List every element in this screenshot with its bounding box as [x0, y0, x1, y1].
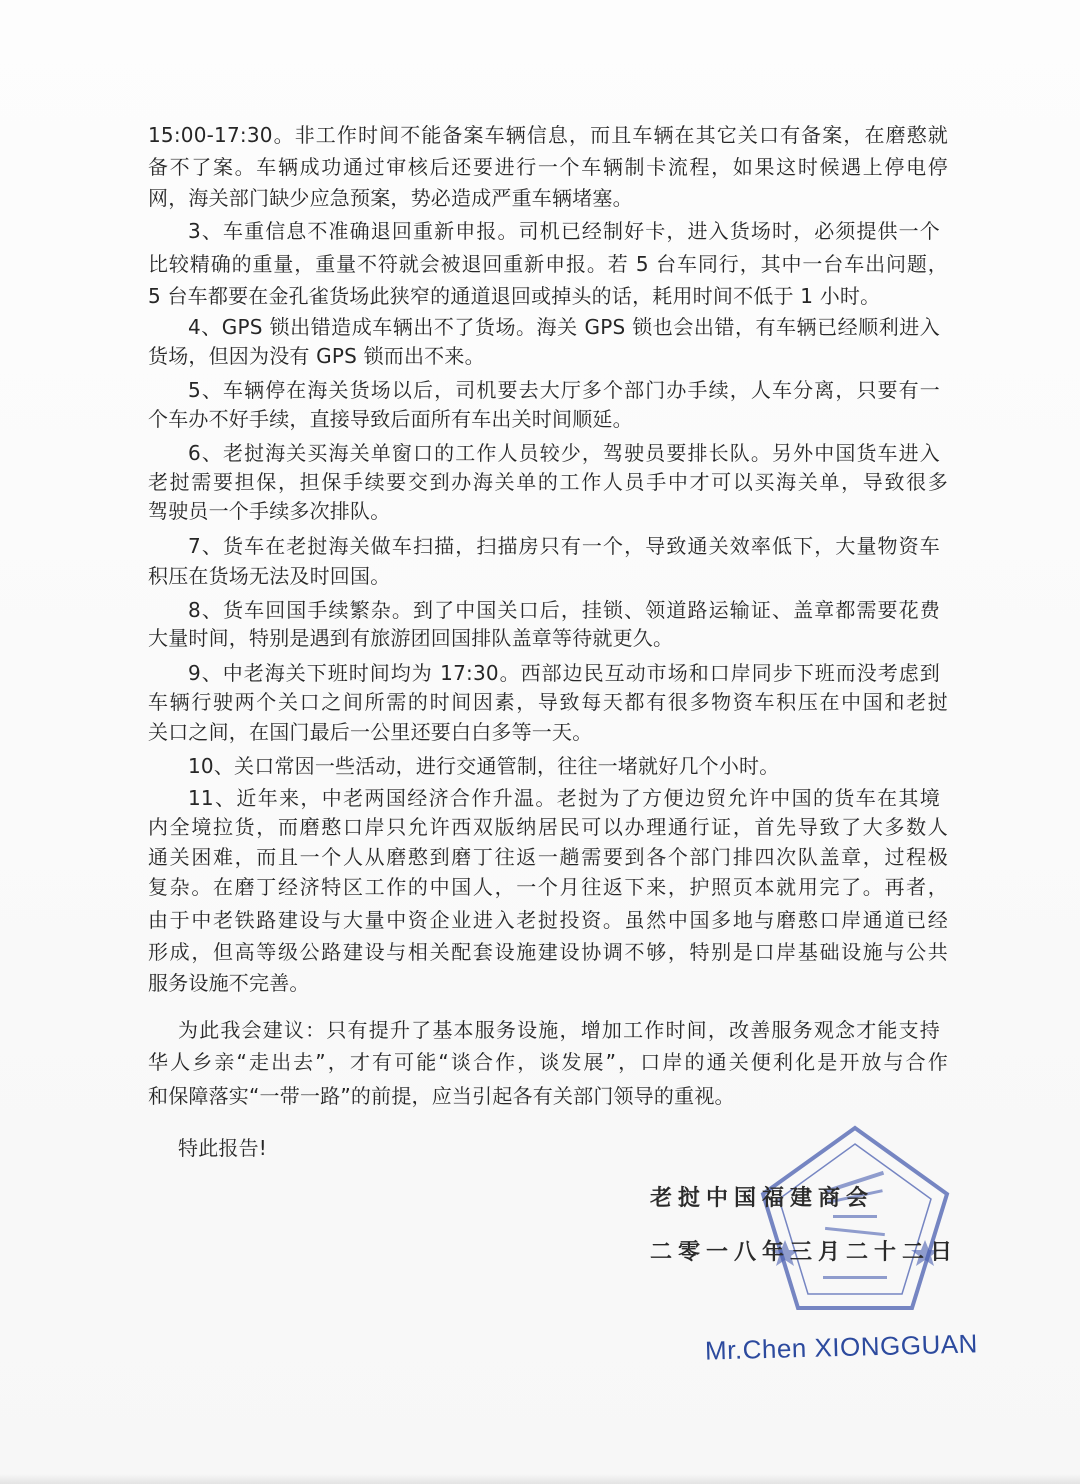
- closing-line: 特此报告!: [178, 1136, 268, 1160]
- text-line: 华人乡亲“走出去”，才有可能“谈合作，谈发展”，口岸的通关便利化是开放与合作: [148, 1050, 948, 1074]
- text-line: 5 台车都要在金孔雀货场此狭窄的通道退回或掉头的话，耗用时间不低于 1 小时。: [148, 284, 881, 308]
- text-line: 为此我会建议：只有提升了基本服务设施，增加工作时间，改善服务观念才能支持: [178, 1018, 940, 1042]
- text-line: 5、车辆停在海关货场以后，司机要去大厅多个部门办手续，人车分离，只要有一: [188, 378, 940, 402]
- text-line: 由于中老铁路建设与大量中资企业进入老挝投资。虽然中国多地与磨憨口岸通道已经: [148, 908, 948, 932]
- text-line: 积压在货场无法及时回国。: [148, 564, 391, 588]
- text-line: 货场，但因为没有 GPS 锁而出不来。: [148, 344, 485, 368]
- text-line: 4、GPS 锁出错造成车辆出不了货场。海关 GPS 锁也会出错，有车辆已经顺利进入: [188, 315, 940, 339]
- text-line: 大量时间，特别是遇到有旅游团回国排队盖章等待就更久。: [148, 626, 674, 650]
- text-line: 15:00-17:30。非工作时间不能备案车辆信息，而且车辆在其它关口有备案，在磨憨就: [148, 123, 948, 147]
- text-line: 内全境拉货，而磨憨口岸只允许西双版纳居民可以办理通行证，首先导致了大多数人: [148, 815, 948, 839]
- official-seal-stamp: [755, 1120, 955, 1320]
- text-line: 服务设施不完善。: [148, 971, 310, 995]
- text-line: 车辆行驶两个关口之间所需的时间因素，导致每天都有很多物资车积压在中国和老挝: [148, 690, 948, 714]
- text-line: 网，海关部门缺少应急预案，势必造成严重车辆堵塞。: [148, 186, 633, 210]
- text-line: 通关困难，而且一个人从磨憨到磨丁往返一趟需要到各个部门排四次队盖章，过程极: [148, 845, 948, 869]
- text-line: 关口之间，在国门最后一公里还要白白多等一天。: [148, 720, 593, 744]
- page-bottom-edge: [0, 1474, 1080, 1484]
- text-line: 7、货车在老挝海关做车扫描，扫描房只有一个，导致通关效率低下，大量物资车: [188, 534, 940, 558]
- signature-date: 二零一八年三月二十二日: [650, 1240, 959, 1265]
- text-line: 备不了案。车辆成功通过审核后还要进行一个车辆制卡流程，如果这时候遇上停电停: [148, 155, 948, 179]
- text-line: 复杂。在磨丁经济特区工作的中国人，一个月往返下来，护照页本就用完了。再者，: [148, 875, 948, 899]
- text-line: 驾驶员一个手续多次排队。: [148, 499, 391, 523]
- text-line: 10、关口常因一些活动，进行交通管制，往往一堵就好几个小时。: [188, 754, 780, 778]
- text-line: 3、车重信息不准确退回重新申报。司机已经制好卡，进入货场时，必须提供一个: [188, 219, 940, 243]
- handwritten-signature: Mr.Chen XIONGGUAN: [704, 1328, 979, 1366]
- text-line: 比较精确的重量，重量不符就会被退回重新申报。若 5 台车同行，其中一台车出问题，: [148, 252, 948, 276]
- text-line: 形成，但高等级公路建设与相关配套设施建设协调不够，特别是口岸基础设施与公共: [148, 940, 948, 964]
- text-line: 9、中老海关下班时间均为 17:30。西部边民互动市场和口岸同步下班而没考虑到: [188, 661, 940, 685]
- organization-name: 老挝中国福建商会: [650, 1186, 875, 1211]
- text-line: 老挝需要担保，担保手续要交到办海关单的工作人员手中才可以买海关单，导致很多: [148, 470, 948, 494]
- text-line: 6、老挝海关买海关单窗口的工作人员较少，驾驶员要排长队。另外中国货车进入: [188, 441, 940, 465]
- text-line: 11、近年来，中老两国经济合作升温。老挝为了方便边贸允许中国的货车在其境: [188, 786, 940, 810]
- text-line: 个车办不好手续，直接导致后面所有车出关时间顺延。: [148, 407, 633, 431]
- text-line: 和保障落实“一带一路”的前提，应当引起各有关部门领导的重视。: [148, 1084, 735, 1108]
- text-line: 8、货车回国手续繁杂。到了中国关口后，挂锁、领道路运输证、盖章都需要花费: [188, 598, 940, 622]
